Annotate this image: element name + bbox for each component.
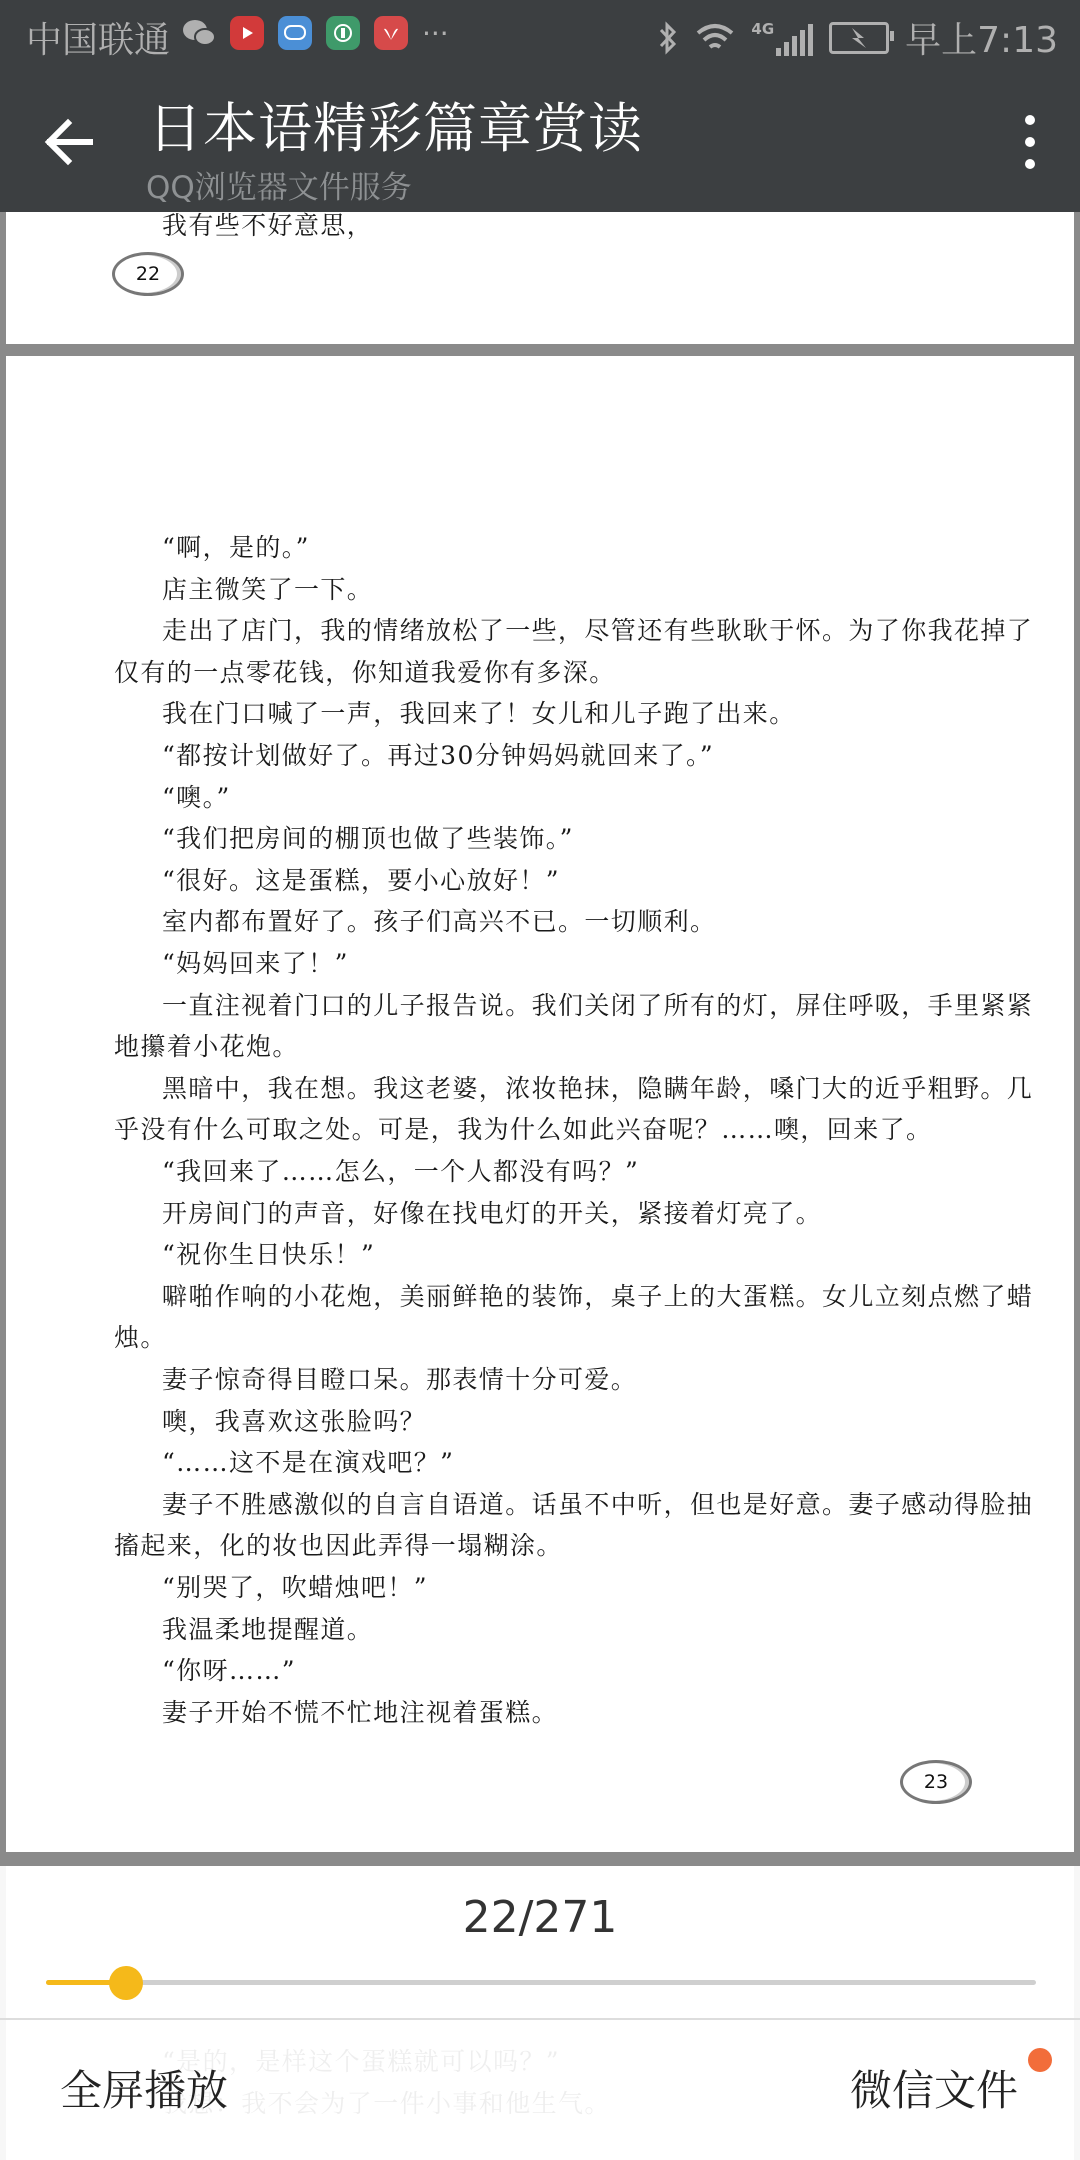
text-line: 噢，我喜欢这张脸吗？ (162, 1406, 427, 1436)
text-line: 我在门口喊了一声，我回来了！女儿和儿子跑了出来。 (162, 699, 796, 729)
chat-app-icon (278, 16, 312, 50)
text-line: “我回来了……怎么，一个人都没有吗？” (162, 1157, 640, 1186)
notification-dot (1028, 2048, 1052, 2072)
text-line: 我温柔地提醒道。 (162, 1614, 374, 1644)
text-line: “很好。这是蛋糕，要小心放好！” (162, 865, 560, 895)
text-line: 室内都布置好了。孩子们高兴不已。一切顺利。 (162, 907, 717, 937)
text-line: 店主微笑了一下。 (162, 574, 374, 604)
text-line: 乎没有什么可取之处。可是，我为什么如此兴奋呢？……噢，回来了。 (114, 1115, 933, 1145)
page-number-badge: 22 (112, 252, 184, 296)
more-options-icon[interactable] (1020, 112, 1040, 172)
network-type: 4G (751, 19, 775, 38)
status-bar (0, 0, 1080, 72)
back-arrow-icon[interactable] (40, 112, 100, 172)
battery-icon (829, 22, 889, 54)
wechat-files-button[interactable]: 微信文件 (849, 2066, 1018, 2115)
overflow-icon: ··· (422, 16, 449, 50)
prev-page-last-line: 我有些不好意思， (162, 212, 374, 240)
text-line: 搐起来，化的妆也因此弄得一塌糊涂。 (114, 1531, 563, 1561)
clock: 早上7:13 (905, 20, 1058, 61)
huawei-app-icon (374, 16, 408, 50)
app-bar (0, 72, 1080, 212)
signal-icon (776, 26, 813, 56)
text-line: 妻子开始不慌不忙地注视着蛋糕。 (162, 1697, 559, 1727)
text-line: 黑暗中，我在想。我这老婆，浓妆艳抹，隐瞒年龄，嗓门大的近乎粗野。几 (162, 1073, 1034, 1103)
notification-icons (182, 16, 449, 50)
wifi-icon (695, 22, 735, 54)
page-slider-thumb[interactable] (109, 1966, 143, 2000)
page-slider-track[interactable] (46, 1980, 1036, 1985)
bank-app-icon (326, 16, 360, 50)
page-title: 日本语精彩篇章赏读 (148, 97, 643, 160)
text-line: “都按计划做好了。再过30分钟妈妈就回来了。” (162, 741, 715, 770)
text-line: “啊，是的。” (162, 533, 310, 562)
text-line: “我们把房间的棚顶也做了些装饰。” (162, 824, 574, 854)
fullscreen-play-button[interactable]: 全屏播放 (60, 2066, 229, 2115)
viewer-control-panel (0, 1866, 1080, 2160)
text-line: 妻子惊奇得目瞪口呆。那表情十分可爱。 (162, 1365, 638, 1394)
text-line: 一直注视着门口的儿子报告说。我们关闭了所有的灯，屏住呼吸，手里紧紧 (162, 990, 1034, 1020)
page-indicator: 22/271 (462, 1892, 618, 1943)
text-line: “你呀……” (162, 1656, 296, 1686)
text-line: “噢。” (162, 782, 231, 812)
divider (0, 2018, 1080, 2020)
text-line: “别哭了，吹蜡烛吧！” (162, 1573, 428, 1602)
page-number-badge: 23 (900, 1760, 972, 1804)
carrier-name: 中国联通 (26, 20, 171, 61)
text-line: 仅有的一点零花钱，你知道我爱你有多深。 (114, 657, 616, 687)
text-line: 烛。 (114, 1323, 167, 1353)
text-line: “妈妈回来了！” (162, 949, 349, 978)
text-line: 走出了店门，我的情绪放松了一些，尽管还有些耿耿于怀。为了你我花掉了 (162, 616, 1034, 646)
text-line: 开房间门的声音，好像在找电灯的开关，紧接着灯亮了。 (162, 1198, 823, 1228)
bluetooth-icon (657, 21, 679, 55)
text-line: “祝你生日快乐！” (162, 1240, 376, 1270)
document-page-prev (6, 212, 1074, 344)
text-line: 噼啪作响的小花炮，美丽鲜艳的装饰，桌子上的大蛋糕。女儿立刻点燃了蜡 (162, 1281, 1034, 1311)
document-page-current (6, 356, 1074, 1852)
video-app-icon (230, 16, 264, 50)
text-line: 妻子不胜感激似的自言自语道。话虽不中听，但也是好意。妻子感动得脸抽 (162, 1489, 1034, 1519)
wechat-icon (182, 16, 216, 50)
text-line: “……这不是在演戏吧？” (162, 1448, 455, 1478)
page-subtitle: QQ浏览器文件服务 (146, 170, 412, 206)
text-line: 地攥着小花炮。 (114, 1032, 299, 1062)
